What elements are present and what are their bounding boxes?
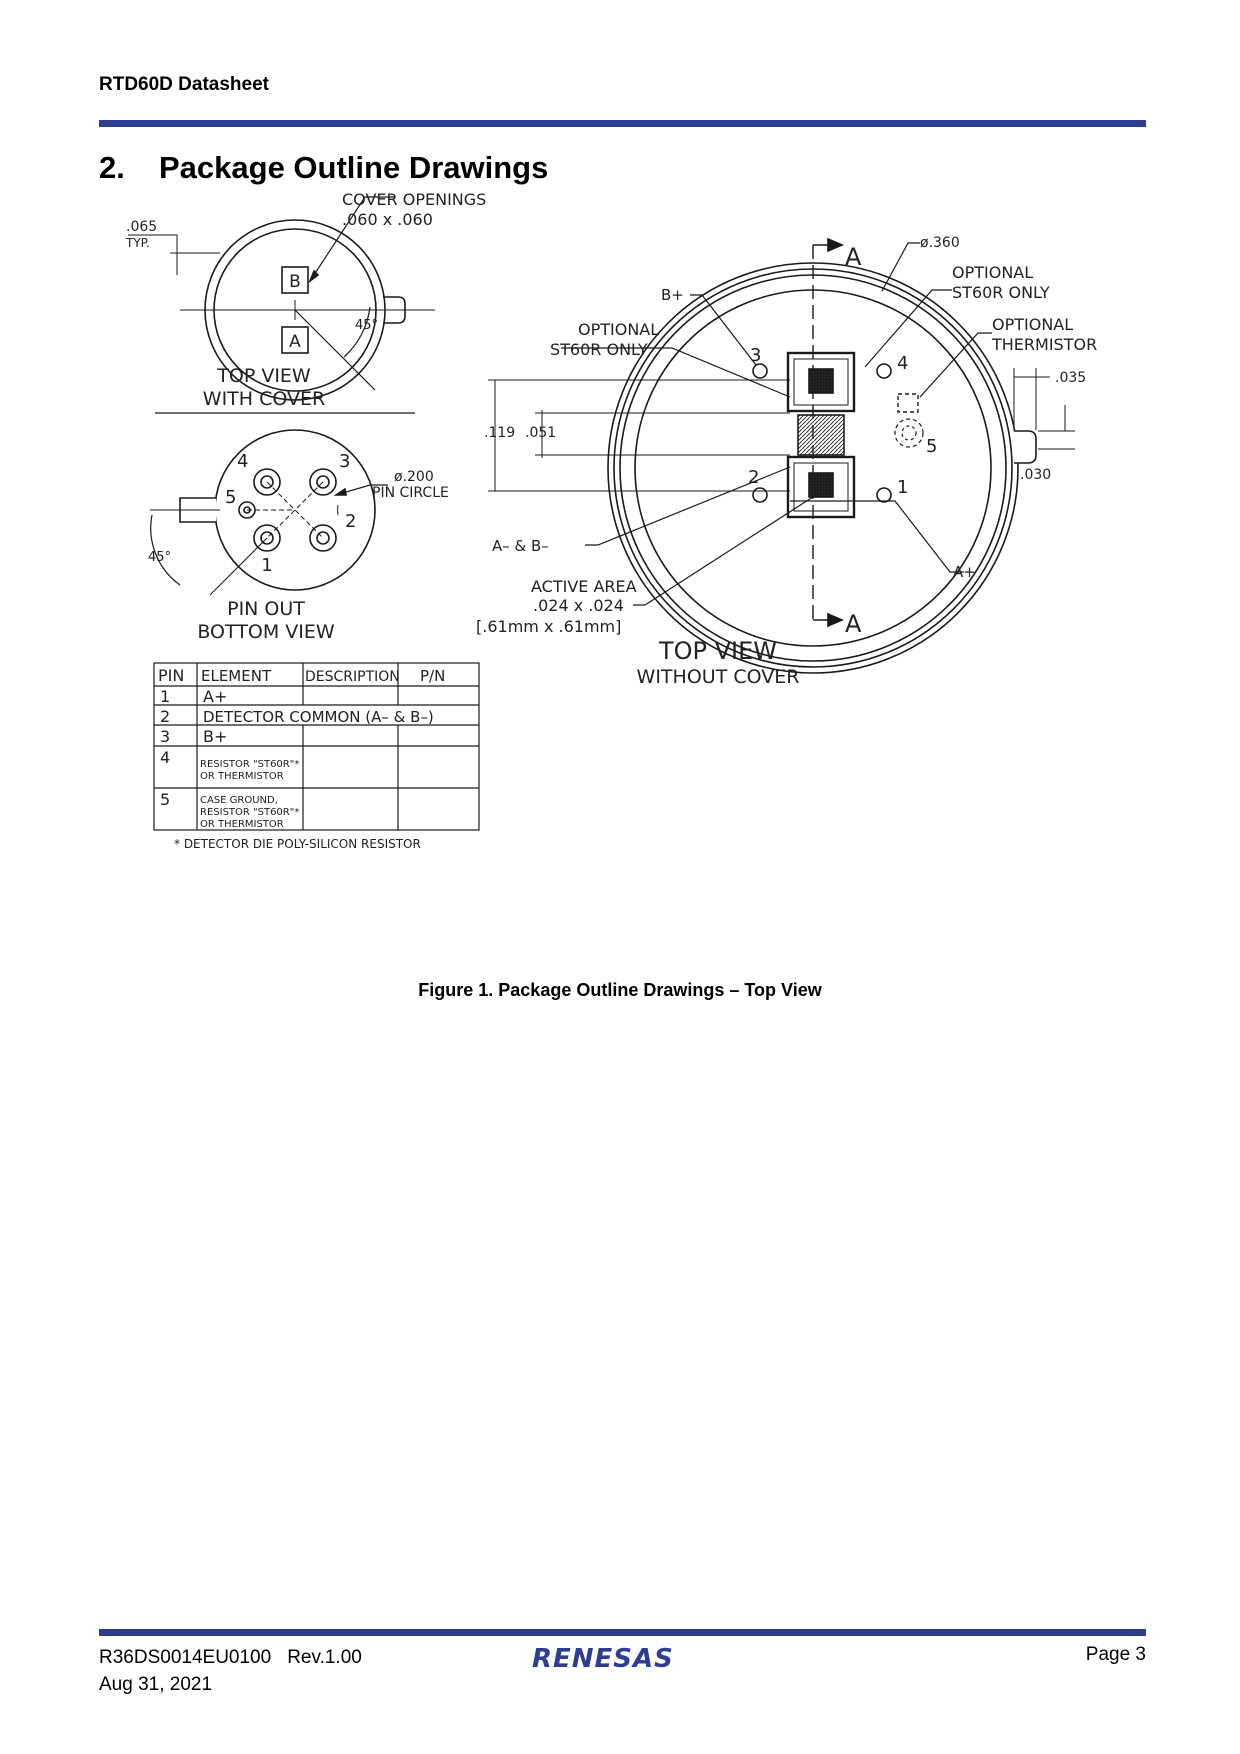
- typ-label: TYP.: [126, 236, 150, 250]
- top-pin-1-label: 1: [897, 477, 909, 498]
- header-title: RTD60D Datasheet: [99, 74, 269, 95]
- table-row-4-element-2: OR THERMISTOR: [200, 771, 284, 782]
- resistor-die: [798, 415, 844, 455]
- table-footnote: * DETECTOR DIE POLY-SILICON RESISTOR: [174, 837, 421, 851]
- package-outline-drawing: [126, 190, 1120, 965]
- top-pin-5-label: 5: [926, 436, 938, 457]
- top-view-no-cover-title-2: WITHOUT COVER: [636, 666, 800, 688]
- table-row-5-element-2: RESISTOR "ST60R"*: [200, 807, 300, 818]
- cover-openings-arrow: [310, 271, 318, 281]
- pin-circle-dia-label: ø.200: [394, 469, 434, 485]
- top-pin-3-label: 3: [750, 345, 762, 366]
- pin-circle-arrow: [336, 489, 346, 495]
- section-bottom-arrow: [828, 614, 842, 626]
- top-pin-2-label: 2: [748, 467, 760, 488]
- table-row-2-element: DETECTOR COMMON (A– & B–): [203, 708, 434, 726]
- pinout-pin-5-label: 5: [225, 487, 237, 508]
- pinout-title-2: BOTTOM VIEW: [197, 621, 335, 643]
- pinout-pin-1-label: 1: [261, 555, 273, 576]
- top-pin-3: [753, 364, 767, 378]
- opt-st60r-right-1: OPTIONAL: [952, 263, 1034, 282]
- table-row-1-pin: 1: [160, 687, 171, 706]
- header-rule: [99, 120, 1146, 127]
- top-pin-2: [753, 488, 767, 502]
- pinout-pin-2-label: 2: [345, 511, 357, 532]
- opt-st60r-left-2: ST60R ONLY: [550, 340, 648, 359]
- dim-035-label: .035: [1055, 370, 1087, 386]
- table-header-element: ELEMENT: [201, 667, 272, 685]
- footer-revision: Rev.1.00: [287, 1647, 362, 1668]
- table-header-description: DESCRIPTION: [305, 669, 400, 685]
- top-pin-5: [895, 419, 923, 447]
- angle-45-label: 45°: [355, 318, 379, 333]
- thermistor-footprint: [898, 394, 918, 412]
- section-number: 2.: [99, 150, 125, 185]
- top-view-cover-title-1: TOP VIEW: [217, 365, 311, 387]
- footer-doc-info: [99, 1644, 362, 1698]
- bplus-label: B+: [661, 286, 684, 304]
- pinout-pin-3-label: 3: [339, 451, 351, 472]
- table-row-3-element: B+: [203, 727, 228, 746]
- table-row-5-element-3: OR THERMISTOR: [200, 819, 284, 830]
- renesas-logo: [532, 1643, 712, 1673]
- table-header-pin: PIN: [158, 666, 185, 685]
- top-pin-4-label: 4: [897, 353, 909, 374]
- pinout-angle-label: 45°: [148, 550, 172, 565]
- active-area-1: ACTIVE AREA: [531, 577, 637, 596]
- section-a-bottom-label: A: [845, 610, 862, 638]
- footer-rule: [99, 1629, 1146, 1636]
- pinout-title-1: PIN OUT: [227, 598, 305, 620]
- dia-360-label: ø.360: [920, 235, 960, 251]
- die-a-active-area: [809, 473, 833, 497]
- opening-a-label: A: [289, 332, 301, 352]
- dim-065-label: .065: [126, 219, 158, 235]
- footer-date: Aug 31, 2021: [99, 1674, 213, 1695]
- die-b-active-area: [809, 369, 833, 393]
- section-top-arrow: [828, 239, 842, 251]
- top-pin-5-core: [902, 426, 916, 440]
- top-pin-4: [877, 364, 891, 378]
- table-row-2-pin: 2: [160, 707, 171, 726]
- renesas-logo-text: RENESAS: [532, 1644, 674, 1674]
- opt-thermistor-1: OPTIONAL: [992, 315, 1074, 334]
- table-header-pn: P/N: [420, 667, 446, 685]
- cover-openings-dim: .060 x .060: [342, 210, 433, 229]
- top-view-no-cover-title-1: TOP VIEW: [658, 637, 778, 665]
- section-heading: [99, 150, 548, 186]
- active-area-3: [.61mm x .61mm]: [476, 617, 622, 636]
- dim-030-label: .030: [1020, 467, 1052, 483]
- table-row-5-element-1: CASE GROUND,: [200, 795, 278, 806]
- table-row-4-element-1: RESISTOR "ST60R"*: [200, 759, 300, 770]
- aplus-leader: [790, 501, 964, 572]
- table-row-1-element: A+: [203, 687, 228, 706]
- footer-doc-line: [99, 1644, 362, 1671]
- active-area-2: .024 x .024: [533, 596, 624, 615]
- opt-thermistor-leader: [920, 333, 992, 397]
- dim-051-label: .051: [525, 425, 557, 441]
- table-row-4-pin: 4: [160, 748, 171, 767]
- pinout-pin-4-label: 4: [237, 451, 249, 472]
- footer-doc-number: R36DS0014EU0100: [99, 1647, 272, 1668]
- top-view-without-cover: [476, 235, 1097, 688]
- figure-caption: Figure 1. Package Outline Drawings – Top View: [418, 980, 822, 1000]
- opening-b-label: B: [289, 272, 301, 292]
- pinout-diag-ref: [210, 538, 267, 595]
- pin-out-bottom-view: [148, 430, 449, 643]
- table-row-5-pin: 5: [160, 790, 171, 809]
- can-tab: [1014, 431, 1036, 463]
- footer-page-number: Page 3: [1085, 1644, 1146, 1665]
- pin-table: [154, 663, 479, 851]
- table-row-3-pin: 3: [160, 727, 171, 746]
- aplus-label: A+: [953, 563, 976, 581]
- opt-st60r-left-1: OPTIONAL: [578, 320, 660, 339]
- top-view-cover-title-2: WITH COVER: [202, 388, 326, 410]
- opt-st60r-right-2: ST60R ONLY: [952, 283, 1050, 302]
- top-view-with-cover: [125, 190, 486, 413]
- pin-circle-label: PIN CIRCLE: [372, 485, 449, 501]
- cover-openings-label: COVER OPENINGS: [342, 190, 487, 209]
- aminus-bminus-label: A– & B–: [492, 537, 549, 555]
- opt-thermistor-2: THERMISTOR: [992, 335, 1098, 354]
- dim-119-label: .119: [484, 425, 516, 441]
- section-a-top-label: A: [845, 243, 862, 271]
- section-title: Package Outline Drawings: [159, 150, 549, 185]
- top-pin-1: [877, 488, 891, 502]
